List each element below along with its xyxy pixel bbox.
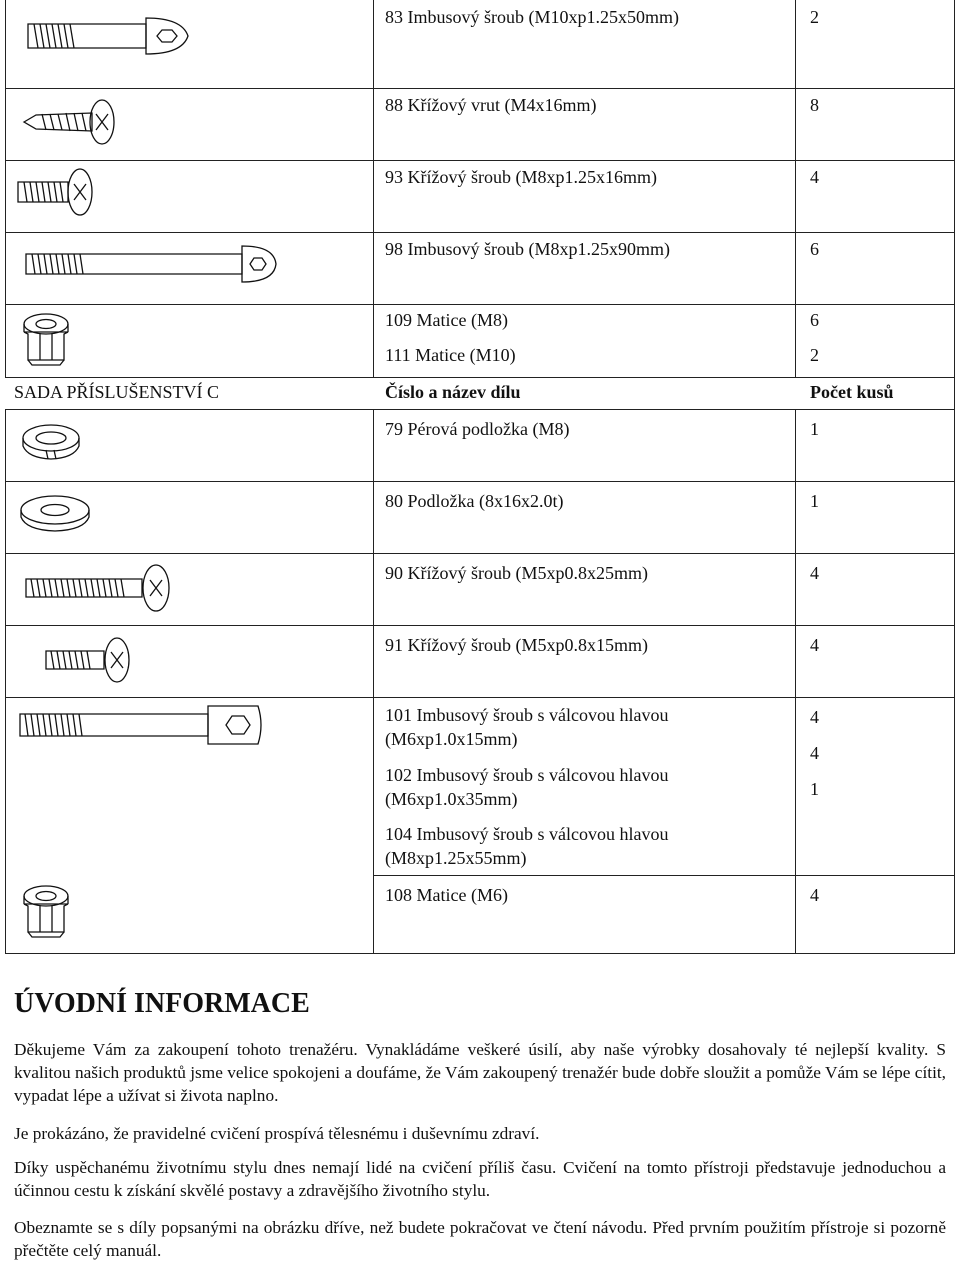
part-name: 79 Pérová podložka (M8): [385, 419, 570, 439]
intro-paragraph: Obeznamte se s díly popsanými na obrázku dříve, než budete pokračovat ve čtení návodu. Před prvním použitím přístroje si pozorně přečtěte celý manuál.: [14, 1218, 946, 1260]
part-qty: 4: [810, 635, 819, 655]
row-line: [5, 625, 955, 626]
part-qty: 4: [810, 743, 819, 763]
part-qty: 1: [810, 491, 819, 511]
part-qty: 8: [810, 95, 819, 115]
flat-washer-icon: [16, 492, 94, 536]
section-heading: ÚVODNÍ INFORMACE: [14, 988, 310, 1019]
table-divider-col2: [795, 0, 796, 378]
row-line: [5, 481, 955, 482]
part-name: 90 Křížový šroub (M5xp0.8x25mm): [385, 563, 648, 583]
part-name-cont: (M6xp1.0x15mm): [385, 729, 518, 749]
table-border-left: [5, 0, 6, 378]
intro-paragraph: Je prokázáno, že pravidelné cvičení prospívá tělesnému i duševnímu zdraví.: [14, 1124, 540, 1143]
part-qty: 4: [810, 563, 819, 583]
part-qty: 1: [810, 419, 819, 439]
row-line: [5, 697, 955, 698]
intro-paragraph: Díky uspěchanému životnímu stylu dnes nemají lidé na cvičení příliš času. Cvičení na tomto přístroji představuje jednoduchou a účinnou cestu k získání skvělé postavy a zdravějšího životního stylu.: [14, 1158, 946, 1200]
part-name: 83 Imbusový šroub (M10xp1.25x50mm): [385, 7, 679, 27]
lock-nut-small-icon: [18, 882, 74, 940]
spring-washer-icon: [18, 420, 84, 464]
part-qty: 4: [810, 885, 819, 905]
phillips-screw-short-icon: [44, 634, 132, 686]
part-qty: 6: [810, 310, 819, 330]
part-name-cont: (M6xp1.0x35mm): [385, 789, 518, 809]
part-name: 101 Imbusový šroub s válcovou hlavou: [385, 705, 669, 725]
phillips-wood-screw-icon: [22, 96, 118, 148]
phillips-screw-long-icon: [24, 562, 176, 614]
part-name: 98 Imbusový šroub (M8xp1.25x90mm): [385, 239, 670, 259]
part-name: 80 Podložka (8x16x2.0t): [385, 491, 564, 511]
row-line: [5, 232, 955, 233]
lock-nut-icon: [18, 310, 74, 368]
column-header-part-name: Číslo a název dílu: [385, 382, 521, 402]
table-border-right: [954, 0, 955, 954]
part-name: 91 Křížový šroub (M5xp0.8x15mm): [385, 635, 648, 655]
part-name-cont: (M8xp1.25x55mm): [385, 848, 527, 868]
row-line: [5, 160, 955, 161]
part-name: 93 Křížový šroub (M8xp1.25x16mm): [385, 167, 657, 187]
table-border-left-lower: [5, 409, 6, 954]
row-line: [5, 409, 955, 410]
part-qty: 6: [810, 239, 819, 259]
row-line: [5, 377, 955, 378]
part-name: 111 Matice (M10): [385, 345, 516, 365]
row-line: [373, 875, 955, 876]
intro-paragraph: Děkujeme Vám za zakoupení tohoto trenažéru. Vynakládáme veškeré úsilí, aby naše výrobky dosahovaly té nejlepší kvality. S kvalitou našich produktů jsme velice spokojeni a doufáme, že Vám zakoupený trenažér bude dobře sloužit a pomůže Vám se lépe cítit, vypadat lépe a užívat si života naplno.: [14, 1040, 946, 1105]
table-divider-col1-lower: [373, 409, 374, 954]
table-divider-col1: [373, 0, 374, 378]
part-qty: 4: [810, 707, 819, 727]
row-line: [5, 953, 955, 954]
part-qty: 2: [810, 345, 819, 365]
part-qty: 4: [810, 167, 819, 187]
socket-cap-bolt-icon: [18, 702, 268, 748]
section-title: SADA PŘÍSLUŠENSTVÍ C: [14, 382, 220, 402]
part-name: 108 Matice (M6): [385, 885, 508, 905]
part-name: 109 Matice (M8): [385, 310, 508, 330]
part-qty: 2: [810, 7, 819, 27]
part-name: 102 Imbusový šroub s válcovou hlavou: [385, 765, 669, 785]
column-header-quantity: Počet kusů: [810, 382, 894, 402]
long-hex-socket-bolt-icon: [24, 240, 280, 288]
part-name: 104 Imbusový šroub s válcovou hlavou: [385, 824, 669, 844]
row-line: [5, 553, 955, 554]
table-divider-col2-lower: [795, 409, 796, 954]
row-line: [5, 304, 955, 305]
part-name: 88 Křížový vrut (M4x16mm): [385, 95, 597, 115]
phillips-bolt-icon: [16, 166, 96, 218]
hex-socket-button-bolt-icon: [26, 14, 196, 58]
row-line: [5, 88, 955, 89]
part-qty: 1: [810, 779, 819, 799]
